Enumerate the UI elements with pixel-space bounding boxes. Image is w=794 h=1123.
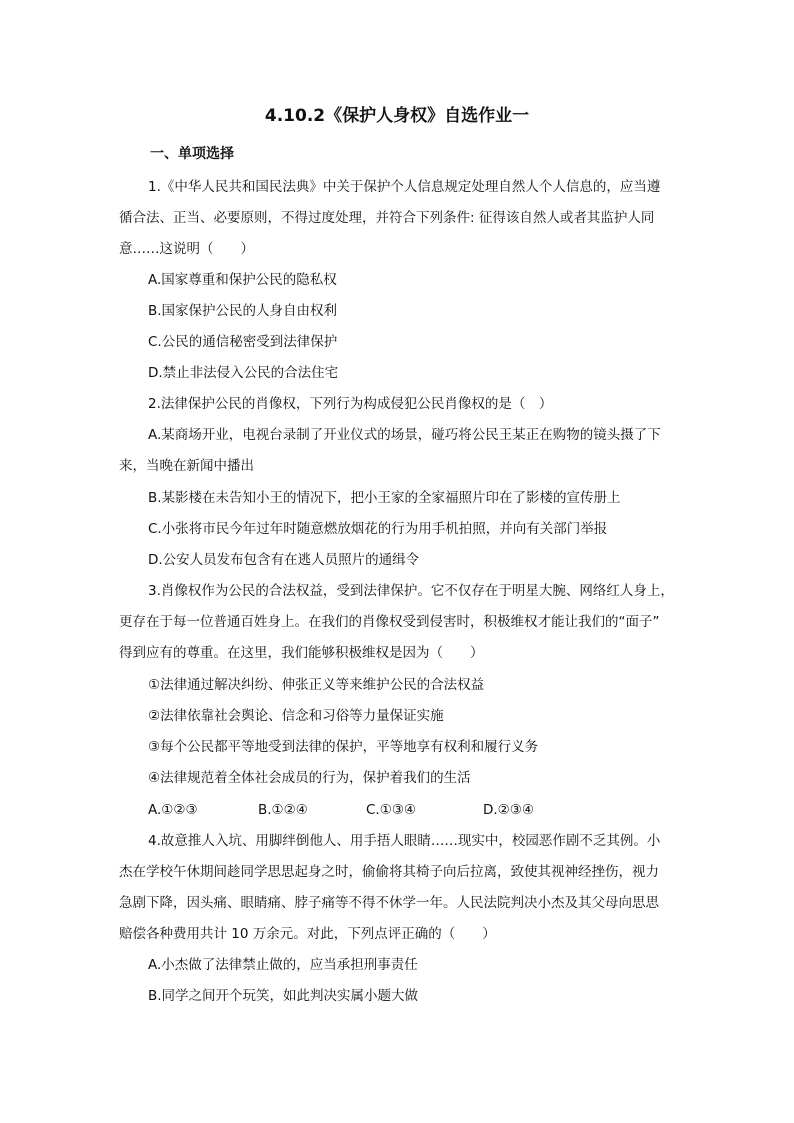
q2-option-d: D.公安人员发布包含有在逃人员照片的通缉令 xyxy=(148,552,420,568)
q3-choice-d: D.②③④ xyxy=(483,802,534,818)
document-title: 4.10.2《保护人身权》自选作业一 xyxy=(264,106,530,126)
q4-line: 杰在学校午休期间趁同学思思起身之时，偷偷将其椅子向后拉离，致使其视神经挫伤，视力 xyxy=(119,864,659,880)
q1-line: 循合法、正当、必要原则，不得过度处理，并符合下列条件: 征得该自然人或者其监护人同 xyxy=(119,210,655,226)
q4-line: 4.故意推人入坑、用脚绊倒他人、用手捂人眼睛……现实中，校园恶作剧不乏其例。小 xyxy=(148,833,661,849)
q1-option-d: D.禁止非法侵入公民的合法住宅 xyxy=(148,365,339,381)
q3-choice-a: A.①②③ xyxy=(148,802,198,818)
q1-line: 1.《中华人民共和国民法典》中关于保护个人信息规定处理自然人个人信息的，应当遵 xyxy=(148,179,661,195)
q3-line: 得到应有的尊重。在这里，我们能够积极维权是因为（ ） xyxy=(119,645,484,661)
q2-option-a: A.某商场开业，电视台录制了开业仪式的场景，碰巧将公民王某正在购物的镜头摄了下 xyxy=(148,427,661,443)
section-heading: 一、单项选择 xyxy=(150,146,234,162)
q3-statement-4: ④法律规范着全体社会成员的行为，保护着我们的生活 xyxy=(148,770,471,786)
q2-line: 2.法律保护公民的肖像权，下列行为构成侵犯公民肖像权的是（ ） xyxy=(148,396,553,412)
q3-line: 更存在于每一位普通百姓身上。在我们的肖像权受到侵害时，积极维权才能让我们的“面子” xyxy=(119,614,660,630)
q2-option-b: B.某影楼在未告知小王的情况下，把小王家的全家福照片印在了影楼的宣传册上 xyxy=(148,490,621,506)
q4-option-b: B.同学之间开个玩笑，如此判决实属小题大做 xyxy=(148,988,419,1004)
q3-statement-2: ②法律依靠社会舆论、信念和习俗等力量保证实施 xyxy=(148,708,444,724)
q1-option-a: A.国家尊重和保护公民的隐私权 xyxy=(148,272,337,288)
q3-choice-b: B.①②④ xyxy=(258,802,308,818)
q2-option-c: C.小张将市民今年过年时随意燃放烟花的行为用手机拍照，并向有关部门举报 xyxy=(148,521,608,537)
q3-line: 3.肖像权作为公民的合法权益，受到法律保护。它不仅存在于明星大腕、网络红人身上， xyxy=(148,583,674,599)
q2-option-a-cont: 来，当晚在新闻中播出 xyxy=(119,458,254,474)
q1-option-b: B.国家保护公民的人身自由权利 xyxy=(148,303,338,319)
q4-line: 急剧下降，因头痛、眼睛痛、脖子痛等不得不休学一年。人民法院判决小杰及其父母向思思 xyxy=(119,895,659,911)
q1-option-c: C.公民的通信秘密受到法律保护 xyxy=(148,334,338,350)
q3-statement-3: ③每个公民都平等地受到法律的保护，平等地享有权利和履行义务 xyxy=(148,739,539,755)
q4-option-a: A.小杰做了法律禁止做的，应当承担刑事责任 xyxy=(148,957,418,973)
q3-choice-c: C.①③④ xyxy=(366,802,417,818)
q3-statement-1: ①法律通过解决纠纷、伸张正义等来维护公民的合法权益 xyxy=(148,677,485,693)
q4-line: 赔偿各种费用共计 10 万余元。对此，下列点评正确的（ ） xyxy=(119,926,496,942)
q1-line: 意……这说明（ ） xyxy=(119,241,254,257)
